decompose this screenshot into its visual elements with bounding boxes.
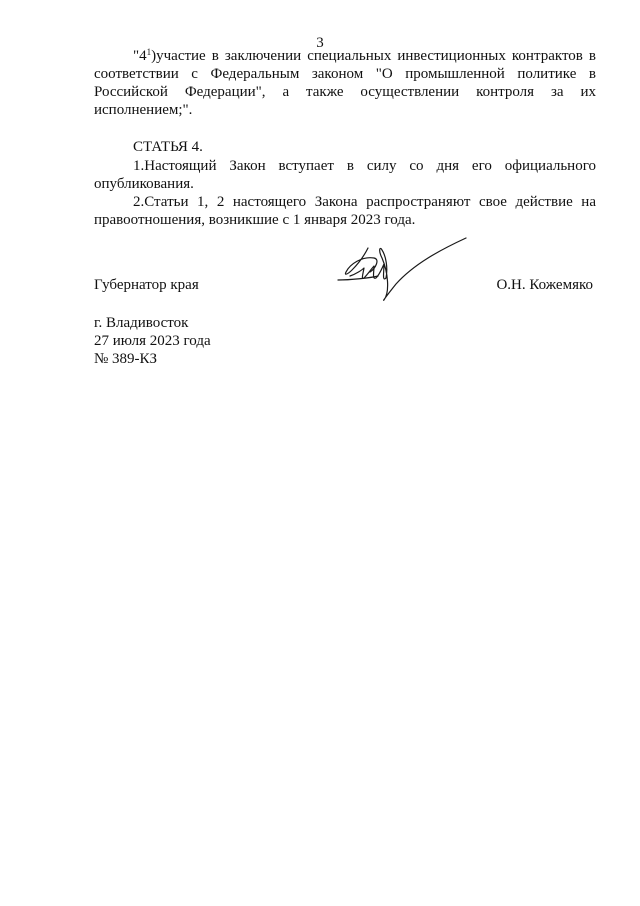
page-number: 3 bbox=[316, 35, 324, 51]
amendment-paragraph bbox=[94, 47, 596, 119]
amendment-superscript: 1 bbox=[146, 47, 152, 57]
article-item-2: 2.Статьи 1, 2 настоящего Закона распространяют свое действие на правоотношения, возникшие с 1 января 2023 года. bbox=[94, 194, 596, 228]
article-body bbox=[94, 157, 596, 229]
city: г. Владивосток bbox=[94, 315, 189, 331]
document-meta bbox=[94, 314, 211, 368]
article-item-1: 1.Настоящий Закон вступает в силу со дня его официального опубликования. bbox=[94, 158, 596, 192]
signature-row bbox=[94, 277, 593, 297]
governor-name: О.Н. Кожемяко bbox=[496, 277, 593, 293]
article-heading: СТАТЬЯ 4. bbox=[133, 139, 203, 155]
amendment-text: )участие в заключении специальных инвестиционных контрактов в соответствии с Федеральным законом "О промышленной политике в Российской Федерации", а также осуществлении контроля за их исполнением;". bbox=[94, 48, 596, 118]
date: 27 июля 2023 года bbox=[94, 333, 211, 349]
amendment-clause bbox=[94, 47, 596, 119]
amendment-quote-open: "4 bbox=[133, 48, 147, 64]
law-number: № 389-КЗ bbox=[94, 351, 158, 367]
governor-title: Губернатор края bbox=[94, 277, 199, 293]
